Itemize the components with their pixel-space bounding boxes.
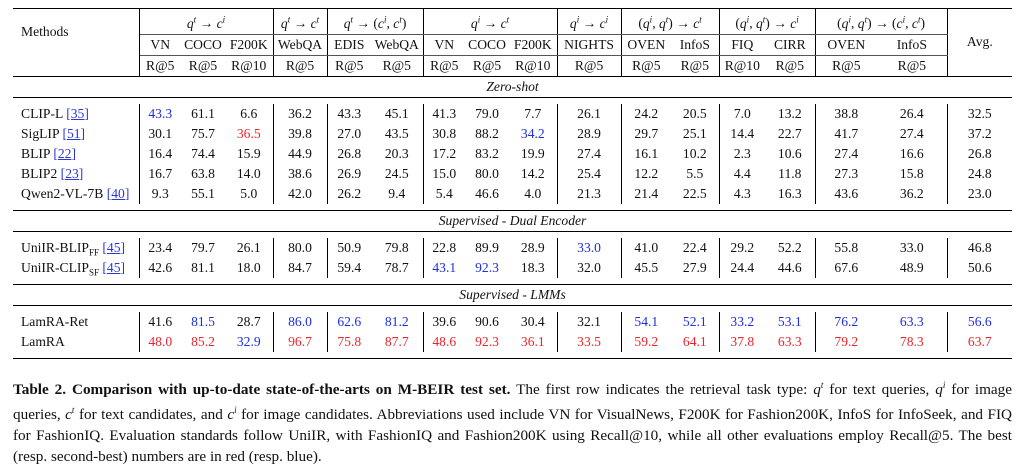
task-group-header: ($q^i$, $q^t) \to c^t$	[621, 9, 719, 35]
table-cell: 25.1	[671, 124, 719, 144]
table-cell: 67.6	[834, 259, 859, 275]
table-cell: 32.0	[557, 258, 621, 278]
table-cell: 7.7	[509, 104, 557, 124]
table-cell: 9.4	[371, 184, 423, 204]
table-cell: 20.3	[371, 144, 423, 164]
table-cell: 81.2	[371, 312, 423, 332]
table-cell: 22.5	[671, 184, 719, 204]
section-title: Supervised - LMMs	[13, 284, 1012, 305]
table-cell: 4.3	[733, 185, 751, 201]
dataset-header: FIQ	[719, 34, 765, 55]
metric-header: R@10	[225, 55, 273, 76]
table-cell: 84.7	[273, 258, 327, 278]
metric-header: R@5	[765, 55, 815, 76]
table-cell: 14.2	[509, 164, 557, 184]
table-cell: 41.3	[432, 105, 457, 121]
table-cell: 75.8	[337, 333, 362, 349]
table-cell: 36.1	[509, 332, 557, 352]
table-cell: 20.5	[671, 104, 719, 124]
table-cell: 85.2	[191, 333, 215, 349]
table-cell: 26.1	[557, 104, 621, 124]
table-row	[13, 258, 1012, 278]
dataset-header: InfoS	[877, 34, 947, 55]
table-cell: 15.9	[225, 144, 273, 164]
table-cell: 22.7	[765, 124, 815, 144]
table-cell: 27.0	[337, 125, 362, 141]
table-cell: 33.2	[730, 313, 755, 329]
dataset-header: OVEN	[815, 34, 877, 55]
table-cell: 45.5	[634, 259, 659, 275]
table-cell: 30.8	[432, 125, 457, 141]
section-title: Supervised - Dual Encoder	[13, 210, 1012, 231]
method-name: CLIP-L [35]	[13, 104, 139, 124]
metric-header-row	[13, 55, 1012, 76]
section-header-row	[13, 284, 1012, 305]
table-cell: 16.6	[877, 144, 947, 164]
table-cell: 61.1	[191, 105, 215, 121]
table-cell: 18.3	[509, 258, 557, 278]
table-row	[13, 332, 1012, 352]
dataset-header: WebQA	[371, 34, 423, 55]
table-cell: 80.0	[475, 165, 499, 181]
table-cell: 16.7	[148, 165, 173, 181]
avg-cell: 37.2	[967, 125, 992, 141]
table-cell: 63.3	[877, 312, 947, 332]
dataset-header: VN	[139, 34, 181, 55]
table-cell: 4.4	[733, 165, 751, 181]
caption-text: The first row indicates the retrieval task type: $q^t$ for text queries, $q^i$ for image queries, $c^t$ for text candidates, and $c^i$ for image candidates. Abbreviations used include VN for VisualNews, F200K for Fashion200K, InfoS for InfoSeek, and FIQ for FashionIQ. Evaluation standards follow UniIR, with FashionIQ and Fashion200K using Recall@10, while all other evaluations employ Recall@5. The best (resp. second-best) numbers are in red (resp. blue).	[13, 380, 1013, 466]
table-cell: 27.4	[834, 145, 859, 161]
table-cell: 29.2	[730, 239, 755, 255]
table-cell: 25.4	[557, 164, 621, 184]
table-row	[13, 238, 1012, 258]
metric-header: R@5	[327, 55, 371, 76]
table-cell: 45.1	[371, 104, 423, 124]
table-cell: 44.9	[273, 144, 327, 164]
table-cell: 24.2	[634, 105, 659, 121]
dataset-header-row	[13, 34, 1012, 55]
table-cell: 86.0	[273, 312, 327, 332]
table-cell: 81.5	[191, 313, 215, 329]
results-table	[13, 8, 1012, 359]
table-cell: 38.8	[834, 105, 859, 121]
metric-header: R@5	[423, 55, 465, 76]
avg-cell: 56.6	[967, 313, 992, 329]
avg-cell: 24.8	[967, 165, 992, 181]
table-cell: 59.2	[634, 333, 659, 349]
table-cell: 28.9	[557, 124, 621, 144]
dataset-header: COCO	[181, 34, 225, 55]
table-cell: 16.4	[148, 145, 173, 161]
table-row	[13, 184, 1012, 204]
dataset-header: CIRR	[765, 34, 815, 55]
table-cell: 80.0	[273, 238, 327, 258]
avg-cell: 23.0	[967, 185, 992, 201]
task-group-header: $q^t \to c^i$	[139, 9, 273, 35]
table-cell: 92.3	[475, 333, 499, 349]
section-title: Zero-shot	[13, 76, 1012, 97]
table-cell: 76.2	[834, 313, 859, 329]
table-cell: 21.3	[557, 184, 621, 204]
table-cell: 55.1	[191, 185, 215, 201]
table-cell: 64.1	[671, 332, 719, 352]
table-cell: 36.2	[273, 104, 327, 124]
avg-header: Avg.	[947, 9, 1012, 77]
dataset-header: F200K	[509, 34, 557, 55]
table-cell: 22.4	[671, 238, 719, 258]
table-cell: 5.0	[225, 184, 273, 204]
table-cell: 33.0	[877, 238, 947, 258]
table-cell: 79.7	[191, 239, 215, 255]
table-cell: 36.5	[225, 124, 273, 144]
method-name: BLIP2 [23]	[13, 164, 139, 184]
method-name: BLIP [22]	[13, 144, 139, 164]
table-cell: 7.0	[733, 105, 751, 121]
table-cell: 59.4	[337, 259, 362, 275]
table-cell: 21.4	[634, 185, 659, 201]
dataset-header: VN	[423, 34, 465, 55]
task-group-header: $q^i \to c^t$	[423, 9, 557, 35]
metric-header: R@5	[557, 55, 621, 76]
dataset-header: F200K	[225, 34, 273, 55]
avg-cell: 32.5	[967, 105, 992, 121]
table-cell: 29.7	[634, 125, 659, 141]
method-name: Qwen2-VL-7B [40]	[13, 184, 139, 204]
table-cell: 38.6	[273, 164, 327, 184]
table-cell: 26.2	[337, 185, 362, 201]
table-cell: 5.5	[671, 164, 719, 184]
table-cell: 23.4	[148, 239, 173, 255]
table-cell: 43.3	[148, 105, 173, 121]
table-cell: 26.4	[877, 104, 947, 124]
table-cell: 33.0	[557, 238, 621, 258]
table-cell: 19.9	[509, 144, 557, 164]
table-cell: 27.9	[671, 258, 719, 278]
table-row	[13, 164, 1012, 184]
table-cell: 48.0	[148, 333, 173, 349]
table-cell: 88.2	[475, 125, 499, 141]
table-cell: 22.8	[432, 239, 457, 255]
caption-label: Table 2.	[13, 381, 67, 399]
table-row	[13, 104, 1012, 124]
table-cell: 78.7	[371, 258, 423, 278]
table-row	[13, 312, 1012, 332]
task-type-header-row	[13, 9, 1012, 35]
table-cell: 55.8	[834, 239, 859, 255]
dataset-header: InfoS	[671, 34, 719, 55]
table-cell: 78.3	[877, 332, 947, 352]
table-cell: 42.6	[148, 259, 173, 275]
citation-link[interactable]: [40]	[106, 185, 130, 201]
table-cell: 74.4	[191, 145, 215, 161]
table-cell: 30.1	[148, 125, 173, 141]
metric-header: R@5	[877, 55, 947, 76]
table-cell: 87.7	[371, 332, 423, 352]
avg-cell: 50.6	[967, 259, 992, 275]
table-row	[13, 144, 1012, 164]
dataset-header: EDIS	[327, 34, 371, 55]
table-cell: 63.3	[765, 332, 815, 352]
metric-header: R@5	[671, 55, 719, 76]
table-cell: 63.8	[191, 165, 215, 181]
table-cell: 24.4	[730, 259, 755, 275]
table-cell: 13.2	[765, 104, 815, 124]
method-name: UniIR-$CLIP_{SF}$ [45]	[13, 258, 139, 278]
citation-link[interactable]: [45]	[102, 259, 126, 275]
avg-cell: 46.8	[967, 239, 992, 255]
task-group-header: $q^i \to c^i$	[557, 9, 621, 35]
table-cell: 33.5	[557, 332, 621, 352]
caption-title: Comparison with up-to-date state-of-the-arts on M-BEIR test set.	[72, 381, 511, 399]
metric-header: R@5	[139, 55, 181, 76]
table-cell: 52.1	[671, 312, 719, 332]
table-cell: 10.6	[765, 144, 815, 164]
table-cell: 81.1	[191, 259, 215, 275]
table-cell: 27.4	[877, 124, 947, 144]
metric-header: R@5	[371, 55, 423, 76]
method-name: UniIR-$BLIP_{FF}$ [45]	[13, 238, 139, 258]
avg-cell: 63.7	[967, 333, 992, 349]
table-cell: 79.2	[834, 333, 859, 349]
section-header-row	[13, 210, 1012, 231]
task-group-header: ($q^i$, $q^t) \to c^i$	[719, 9, 815, 35]
table-cell: 96.7	[273, 332, 327, 352]
table-cell: 30.4	[509, 312, 557, 332]
table-cell: 83.2	[475, 145, 499, 161]
table-cell: 62.6	[337, 313, 362, 329]
table-cell: 50.9	[337, 239, 362, 255]
table-cell: 48.6	[432, 333, 457, 349]
table-caption	[13, 375, 1012, 467]
table-cell: 27.3	[834, 165, 859, 181]
table-cell: 10.2	[671, 144, 719, 164]
metric-header: R@10	[509, 55, 557, 76]
table-cell: 43.3	[337, 105, 362, 121]
table-cell: 44.6	[765, 258, 815, 278]
table-cell: 43.6	[834, 185, 859, 201]
table-cell: 53.1	[765, 312, 815, 332]
table-cell: 32.1	[557, 312, 621, 332]
table-cell: 28.9	[509, 238, 557, 258]
table-cell: 89.9	[475, 239, 499, 255]
table-cell: 48.9	[877, 258, 947, 278]
table-cell: 9.3	[151, 185, 169, 201]
table-cell: 39.8	[273, 124, 327, 144]
method-name: SigLIP [51]	[13, 124, 139, 144]
table-cell: 28.7	[225, 312, 273, 332]
table-cell: 5.4	[435, 185, 453, 201]
table-cell: 12.2	[634, 165, 659, 181]
table-cell: 79.0	[475, 105, 499, 121]
method-name: LamRA	[13, 332, 139, 352]
table-cell: 90.6	[475, 313, 499, 329]
table-cell: 6.6	[225, 104, 273, 124]
table-cell: 18.0	[225, 258, 273, 278]
dataset-header: COCO	[465, 34, 509, 55]
table-cell: 42.0	[273, 184, 327, 204]
citation-link[interactable]: [23]	[60, 165, 84, 181]
section-header-row	[13, 76, 1012, 97]
table-cell: 26.8	[337, 145, 362, 161]
table-cell: 26.1	[225, 238, 273, 258]
table-cell: 41.6	[148, 313, 173, 329]
table-cell: 43.5	[371, 124, 423, 144]
avg-cell: 26.8	[967, 145, 992, 161]
table-cell: 43.1	[432, 259, 457, 275]
table-cell: 11.8	[765, 164, 815, 184]
table-cell: 79.8	[371, 238, 423, 258]
table-cell: 39.6	[432, 313, 457, 329]
table-cell: 26.9	[337, 165, 362, 181]
table-cell: 15.0	[432, 165, 457, 181]
metric-header: R@10	[719, 55, 765, 76]
results-body	[13, 76, 1012, 358]
table-cell: 24.5	[371, 164, 423, 184]
table-cell: 14.4	[730, 125, 755, 141]
table-cell: 54.1	[634, 313, 659, 329]
table-cell: 17.2	[432, 145, 457, 161]
table-cell: 36.2	[877, 184, 947, 204]
table-cell: 37.8	[730, 333, 755, 349]
metric-header: R@5	[181, 55, 225, 76]
table-cell: 41.0	[634, 239, 659, 255]
citation-link[interactable]: [45]	[102, 239, 126, 255]
table-cell: 14.0	[225, 164, 273, 184]
table-cell: 92.3	[475, 259, 499, 275]
metric-header: R@5	[273, 55, 327, 76]
table-cell: 16.1	[634, 145, 659, 161]
methods-header: Methods	[13, 9, 139, 56]
citation-link[interactable]: [35]	[66, 105, 89, 121]
dataset-header: NIGHTS	[557, 34, 621, 55]
dataset-header: OVEN	[621, 34, 671, 55]
dataset-header: WebQA	[273, 34, 327, 55]
table-cell: 46.6	[475, 185, 499, 201]
table-cell: 2.3	[733, 145, 751, 161]
task-group-header: $q^t \to c^t$	[273, 9, 327, 35]
table-row	[13, 124, 1012, 144]
method-name: LamRA-Ret	[13, 312, 139, 332]
metric-header: R@5	[815, 55, 877, 76]
table-cell: 34.2	[509, 124, 557, 144]
metric-header: R@5	[621, 55, 671, 76]
citation-link[interactable]: [22]	[53, 145, 77, 161]
task-group-header: $q^t \to (c^i$, $c^t$)	[327, 9, 423, 35]
task-group-header: ($q^i$, $q^t) \to (c^i$, $c^t$)	[815, 9, 947, 35]
table-cell: 32.9	[225, 332, 273, 352]
table-cell: 75.7	[191, 125, 215, 141]
table-cell: 52.2	[765, 238, 815, 258]
metric-header: R@5	[465, 55, 509, 76]
table-cell: 27.4	[557, 144, 621, 164]
table-cell: 16.3	[765, 184, 815, 204]
table-cell: 41.7	[834, 125, 859, 141]
table-cell: 4.0	[509, 184, 557, 204]
citation-link[interactable]: [51]	[62, 125, 86, 141]
table-cell: 15.8	[877, 164, 947, 184]
